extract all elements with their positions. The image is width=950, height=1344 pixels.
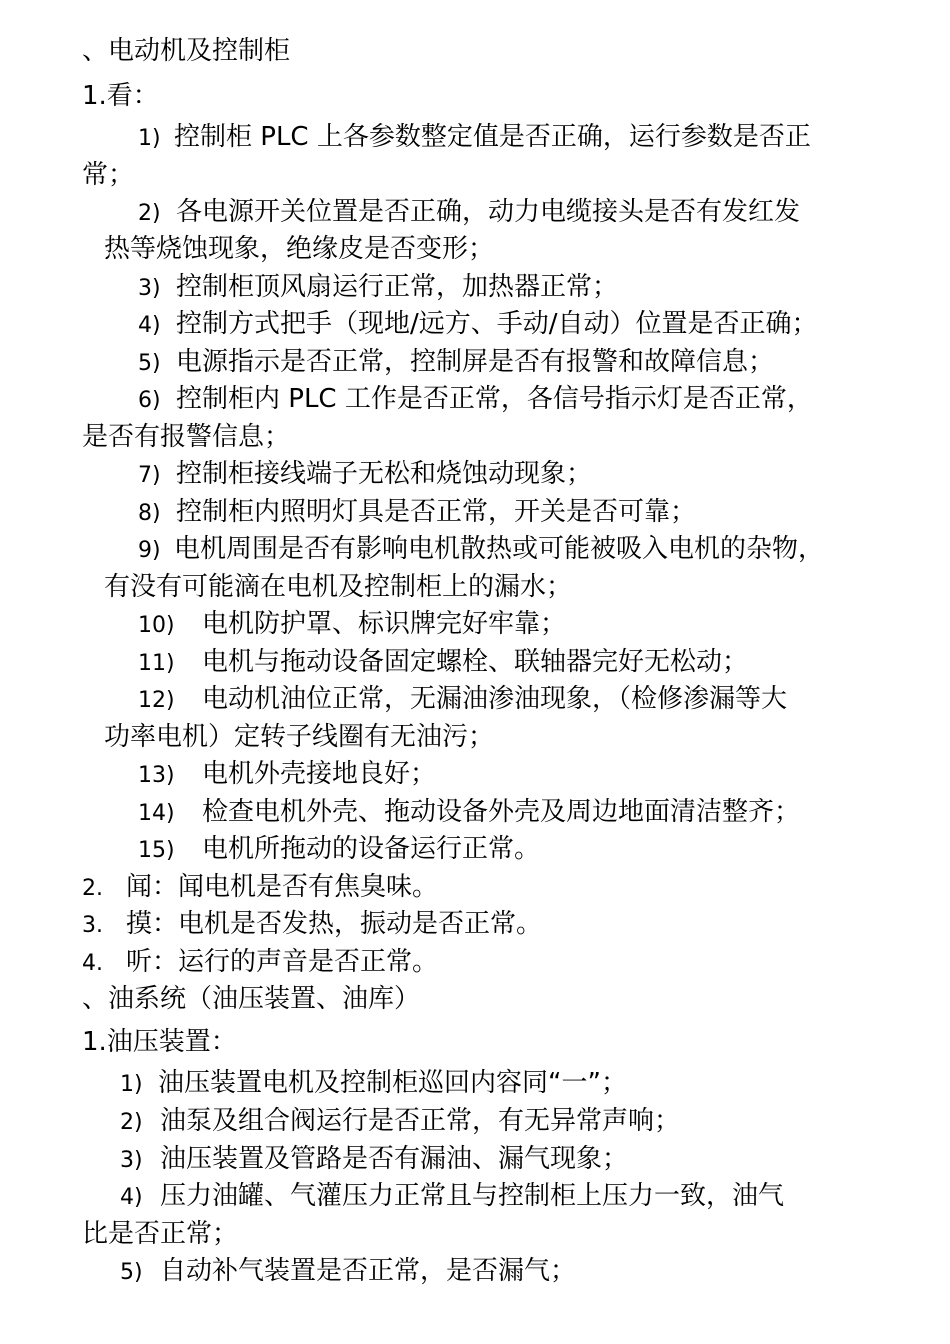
sense-item-smell: 2. 闻：闻电机是否有焦臭味。: [82, 872, 439, 902]
list-item: 5) 电源指示是否正常，控制屏是否有报警和故障信息；: [138, 347, 775, 377]
list-item: 3) 控制柜顶风扇运行正常，加热器正常；: [138, 272, 619, 302]
list-item: 14) 检查电机外壳、拖动设备外壳及周边地面清洁整齐；: [138, 797, 801, 827]
list-item-continuation: 是否有报警信息；: [82, 422, 291, 452]
list-item: 1) 控制柜 PLC 上各参数整定值是否正确，运行参数是否正: [138, 122, 811, 152]
list-item: 11) 电机与拖动设备固定螺栓、联轴器完好无松动；: [138, 647, 749, 677]
section-title-oil-system: 、油系统（油压装置、油库）: [82, 984, 421, 1014]
section-title-motor-cabinet: 、电动机及控制柜: [82, 36, 291, 66]
list-item: 5) 自动补气装置是否正常，是否漏气；: [120, 1256, 577, 1286]
list-item-continuation: 有没有可能滴在电机及控制柜上的漏水；: [104, 572, 573, 602]
list-item: 7) 控制柜接线端子无松和烧蚀动现象；: [138, 459, 593, 489]
list-item: 15) 电机所拖动的设备运行正常。: [138, 834, 541, 864]
list-item: 4) 压力油罐、气灌压力正常且与控制柜上压力一致，油气: [120, 1181, 785, 1211]
list-item-continuation: 比是否正常；: [82, 1219, 239, 1249]
list-item: 2) 各电源开关位置是否正确，动力电缆接头是否有发红发: [138, 197, 801, 227]
list-item: 4) 控制方式把手（现地/远方、手动/自动）位置是否正确；: [138, 309, 818, 339]
heading-oil-pressure-unit: 1.油压装置：: [82, 1027, 237, 1057]
heading-look: 1.看：: [82, 81, 159, 111]
list-item-continuation: 常；: [82, 160, 135, 190]
list-item-continuation: 功率电机）定转子线圈有无油污；: [104, 722, 495, 752]
sense-item-listen: 4. 听：运行的声音是否正常。: [82, 947, 439, 977]
list-item: 8) 控制柜内照明灯具是否正常，开关是否可靠；: [138, 497, 697, 527]
sense-item-touch: 3. 摸：电机是否发热，振动是否正常。: [82, 909, 543, 939]
list-item: 2) 油泵及组合阀运行是否正常，有无异常声响；: [120, 1106, 681, 1136]
list-item: 1) 油压装置电机及控制柜巡回内容同“一”；: [120, 1068, 627, 1098]
list-item: 10) 电机防护罩、标识牌完好牢靠；: [138, 609, 567, 639]
list-item: 9) 电机周围是否有影响电机散热或可能被吸入电机的杂物，: [138, 534, 825, 564]
list-item: 3) 油压装置及管路是否有漏油、漏气现象；: [120, 1144, 629, 1174]
list-item-continuation: 热等烧蚀现象，绝缘皮是否变形；: [104, 234, 495, 264]
list-item: 6) 控制柜内 PLC 工作是否正常，各信号指示灯是否正常，: [138, 384, 813, 414]
list-item: 12) 电动机油位正常，无漏油渗油现象，（检修渗漏等大: [138, 684, 788, 714]
list-item: 13) 电机外壳接地良好；: [138, 759, 437, 789]
